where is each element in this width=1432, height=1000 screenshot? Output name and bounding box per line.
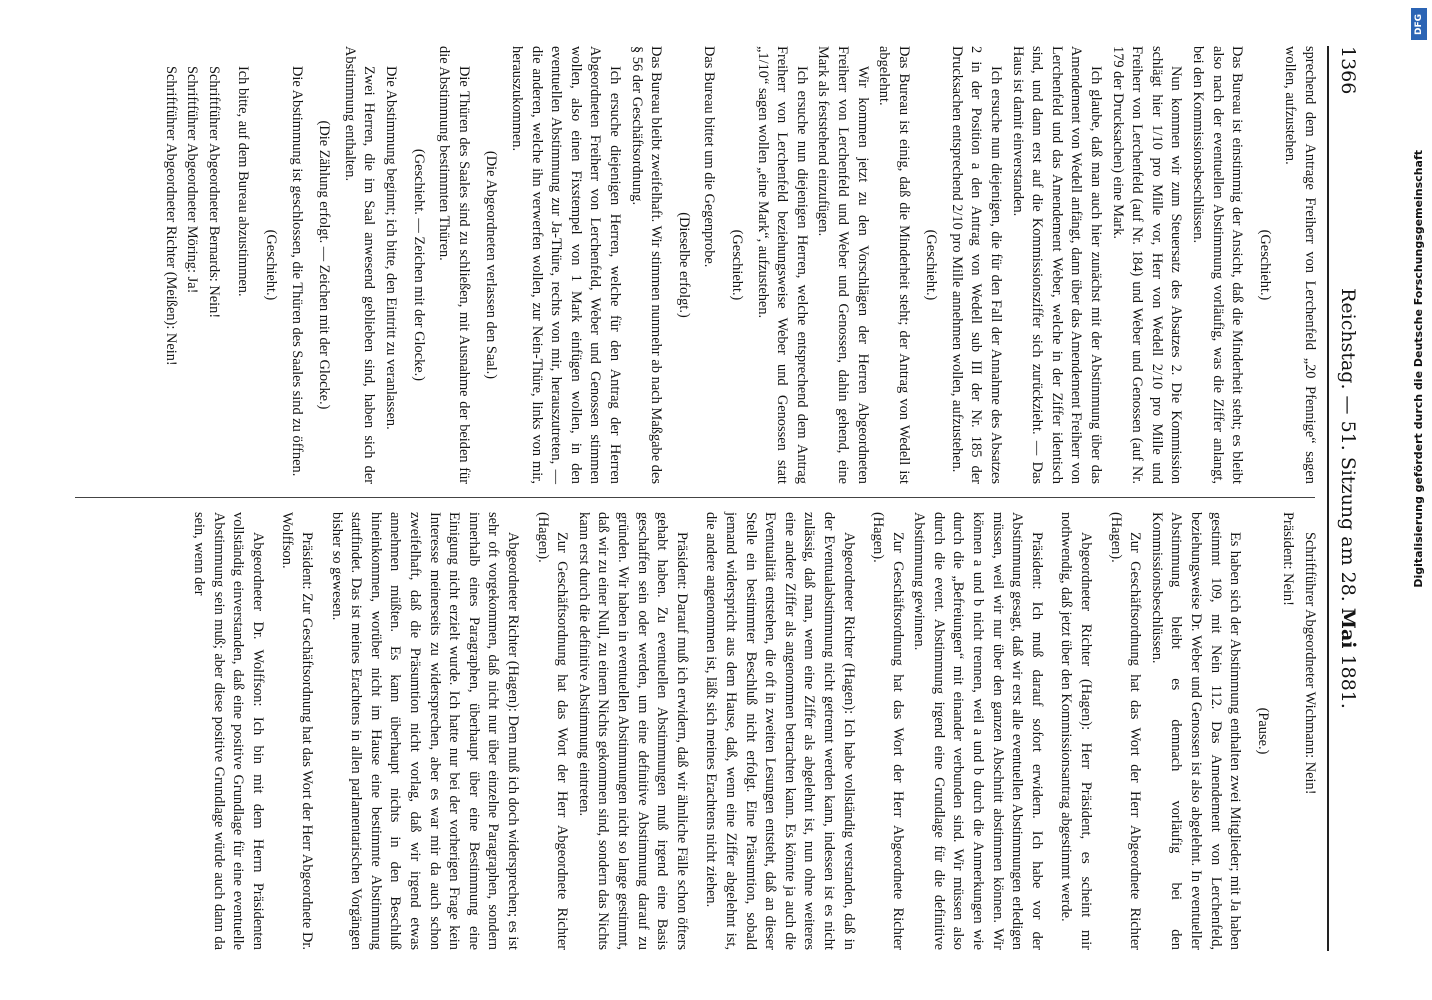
dfg-logo-icon: DFG (1411, 8, 1427, 40)
paragraph: (Geschieht.) (923, 229, 940, 301)
paragraph: Die Abstimmung ist geschlossen, die Thüren des Saales sind zu öffnen. (288, 66, 305, 477)
paragraph: Schriftführer Abgeordneter Wichmann: Nein! (1302, 532, 1318, 795)
column-divider (75, 497, 1315, 498)
paragraph: Ich ersuche diejenigen Herren, welche für den Antrag der Herren Abgeordneten Freiherr von Lerchenfeld, Weber und Genossen stimmen wollen, also einen Fixstempel von 1 Mark einfügen wollen, in den eventuellen Abstimmung zur Ja-Thüre, rechts von mir, herauszutreten, — die anderen, welche ihn verwerfen wollen, zur Nein-Thüre, links von mir, herauszukommen. (509, 46, 623, 484)
paragraph: (Pause.) (1254, 707, 1271, 755)
paragraph: Ich ersuche nun diejenigen, die für den Fall der Annahme des Absatzes 2 in der Position a den Antrag von Wedell sub III der Nr. 185 der Drucksachen entsprechend 2/10 pro Mille annehmen wollen, aufzustehen. (948, 46, 1005, 484)
paragraph: (Geschieht.) (728, 229, 745, 301)
paragraph: Schriftführer Abgeordneter Möring: Ja! (184, 66, 201, 294)
paragraph: Ich glaube, daß man auch hier zunächst mit der Abstimmung über das Amendement von Wedell anfängt, dann über das Amendement Freiherr von Lerchenfeld und das Amendement Weber, welche in der Ziffer identisch sind, und dann erst auf die Kommissionsziffer sich zurückzieht. — Das Haus ist damit einverstanden. (1009, 46, 1105, 484)
right-column (187, 512, 1319, 950)
page-number: 1366 (1337, 46, 1359, 95)
paragraph: Abgeordneter Richter (Hagen): Dem muß ich doch widersprechen; es ist sehr oft vorgekommen, daß nicht nur über einzelne Paragraphen, sondern innerhalb eines Paragraphen, überhaupt über eine Bestimmung eine Einigung nicht erzielt wurde. Ich hatte nur bei der vorherigen Frage kein Interesse meinerseits zu widersprechen, aber es war mir da auch schon zweifelhaft, daß die Präsumtion nicht vorlag, daß wir irgend etwas annehmen müßten. Es kann überhaupt nichts in den Beschluß hineinkommen, worüber nicht im Hause eine bestimmte Abstimmung stattfindet. Das ist meines Erachtens in allen parlamentarischen Vorgängen bisher so gewesen. (328, 512, 522, 950)
page-header (1327, 46, 1363, 951)
paragraph: (Geschieht. — Zeichen mit der Glocke.) (410, 148, 427, 382)
paragraph: Abgeordneter Richter (Hagen): Herr Präsident, es scheint mir nothwendig, daß jetzt über den Kommissionsantrag abgestimmt werde. (1058, 512, 1095, 950)
paragraph: Das Bureau ist einig, daß die Minderheit steht; der Antrag von Wedell ist abgelehnt. (876, 46, 912, 484)
paragraph: Präsident: Ich muß darauf sofort erwidern. Ich habe vor der Abstimmung gesagt, daß wir erst alle eventuellen Abstimmungen erledigen müssen, weil wir nur über den ganzen Abschnitt abstimmen können. Wir können a und b nicht trennen, weil a und b durch die Anmerkungen wie durch die „Befreiungen“ mit einander verbunden sind. Wir müssen also durch die event. Abstimmung irgend eine Grundlage für die definitive Abstimmung gewinnen. (911, 512, 1045, 950)
paragraph: Die Thüren des Saales sind zu schließen, mit Ausnahme der beiden für die Abstimmung bestimmten Thüren. (436, 46, 472, 484)
paragraph: Zur Geschäftsordnung hat das Wort der Herr Abgeordnete Richter (Hagen). (870, 512, 906, 950)
paragraph: Abgeordneter Richter (Hagen): Ich habe vollständig verstanden, daß in der Eventualabstimmung nicht getrennt werden kann, indessen ist es nicht zulässig, daß man, wenn eine Ziffer als abgelehnt ist, nun ohne weiteres eine andere Ziffer als angenommen betrachten kann. Es könnte ja auch die Eventualität entstehen, die oft in zweiten Lesungen entsteht, daß an dieser Stelle ein bestimmter Beschluß nicht erfolgt. Eine Präsumtion, sobald jemand widerspricht aus dem Hause, daß, wenn eine Ziffer abgelehnt ist, die andere angenommen ist, läßt sich meines Erachtens nicht ziehen. (703, 512, 857, 950)
paragraph: (Geschieht.) (263, 229, 280, 301)
title-month: Mai (1337, 607, 1359, 649)
paragraph: Ich bitte, auf dem Bureau abzustimmen. (235, 66, 252, 297)
paragraph: Das Bureau bleibt zweifelhaft. Wir stimmen nunmehr ab nach Maßgabe des § 56 der Geschäftsordnung. (628, 46, 665, 484)
paragraph: Wir kommen jetzt zu den Vorschlägen der Herren Abgeordneten Freiherr von Lerchenfeld und Weber und Genossen, dahin gehend, eine Mark als feststehend einzufügen. (815, 46, 871, 484)
left-column (158, 46, 1319, 484)
dfg-credit-text: Digitalisierung gefördert durch die Deutsche Forschungsgemeinschaft (1412, 150, 1425, 588)
paragraph: Die Abstimmung beginnt; ich bitte, den Eintritt zu veranlassen. (383, 66, 400, 430)
paragraph: Es haben sich der Abstimmung enthalten zwei Mitglieder; mit Ja haben gestimmt 109, mit Nein 112. Das Amendement von Lerchenfeld, beziehungsweise Dr. Weber und Genossen ist also abgelehnt. In eventueller Abstimmung bleibt es demnach vorläufig bei den Kommissionsbeschlüssen. (1148, 512, 1244, 950)
running-title (1337, 46, 1359, 951)
paragraph: (Geschieht.) (1256, 229, 1273, 301)
paragraph: Präsident: Darauf muß ich erwidern, daß wir ähnliche Fälle schon öfters gehabt haben. Zu eventuellen Abstimmungen muß irgend eine Basis geschaffen sein oder werden, um eine definitive Abstimmung darauf zu gründen. Wir haben in eventuellen Abstimmungen nicht so lange gestimmt, daß wir zu einer Null, zu einem Nichts gekommen sind, sondern das Nichts kann erst durch die definitive Abstimmung eintreten. (575, 512, 690, 950)
paragraph: Zur Geschäftsordnung hat das Wort der Herr Abgeordnete Richter (Hagen). (1107, 512, 1144, 950)
paragraph: Zwei Herren, die im Saal anwesend geblieben sind, haben sich der Abstimmung enthalten. (341, 46, 378, 484)
paragraph: Schriftführer Abgeordneter Bernards: Nein! (205, 66, 222, 319)
title-prefix: Reichstag. — 51. Sitzung am 28. (1337, 288, 1359, 602)
paragraph: Präsident: Nein! (1280, 512, 1297, 606)
paragraph: Das Bureau ist einstimmig der Ansicht, daß die Minderheit steht; es bleibt also nach der eventuellen Abstimmung vorläufig, was die Ziffer anlangt, bei den Kommissionsbeschlüssen. (1190, 46, 1246, 484)
paragraph: Abgeordneter Dr. Wolffson: Ich bin mit dem Herrn Präsidenten vollständig einverstanden, daß eine positive Grundlage für eine eventuelle Abstimmung sein muß; aber diese positive Grundlage würde auch dann da sein, wenn der (191, 512, 266, 950)
paragraph: Präsident: Zur Geschäftsordnung hat das Wort der Herr Abgeordnete Dr. Wolffson. (279, 512, 316, 950)
paragraph: Ich ersuche nun diejenigen Herren, welche entsprechend dem Antrag Freiherr von Lerchenfeld beziehungsweise Weber und Genossen statt „1/10“ sagen wollen „eine Mark“, aufzustehen. (754, 46, 810, 484)
title-year: 1881. (1337, 654, 1359, 709)
paragraph: (Dieselbe erfolgt.) (675, 212, 692, 318)
paragraph: Schriftführer Abgeordneter Richter (Meißen): Nein! (162, 66, 179, 366)
paragraph: (Die Zählung erfolgt. — Zeichen mit der Glocke.) (316, 120, 333, 410)
dfg-stamp (1384, 0, 1432, 1000)
paragraph: Nun kommen wir zum Steuersatz des Absatzes 2. Die Kommission schlägt hier 1/10 pro Mille vor, Herr von Wedell 2/10 pro Mille und Freiherr von Lerchenfeld (auf Nr. 184) und Weber und Genossen (auf Nr. 179 der Drucksachen) eine Mark. (1109, 46, 1185, 484)
paragraph: Das Bureau bittet um die Gegenprobe. (701, 46, 718, 268)
paragraph: sprechend dem Antrage Freiherr von Lerchenfeld „20 Pfennige“ sagen wollen, aufzustehen. (1282, 46, 1318, 484)
paragraph: (Die Abgeordneten verlassen den Saal.) (483, 150, 500, 380)
paragraph: Zur Geschäftsordnung hat das Wort der Herr Abgeordnete Richter (Hagen). (534, 512, 571, 950)
